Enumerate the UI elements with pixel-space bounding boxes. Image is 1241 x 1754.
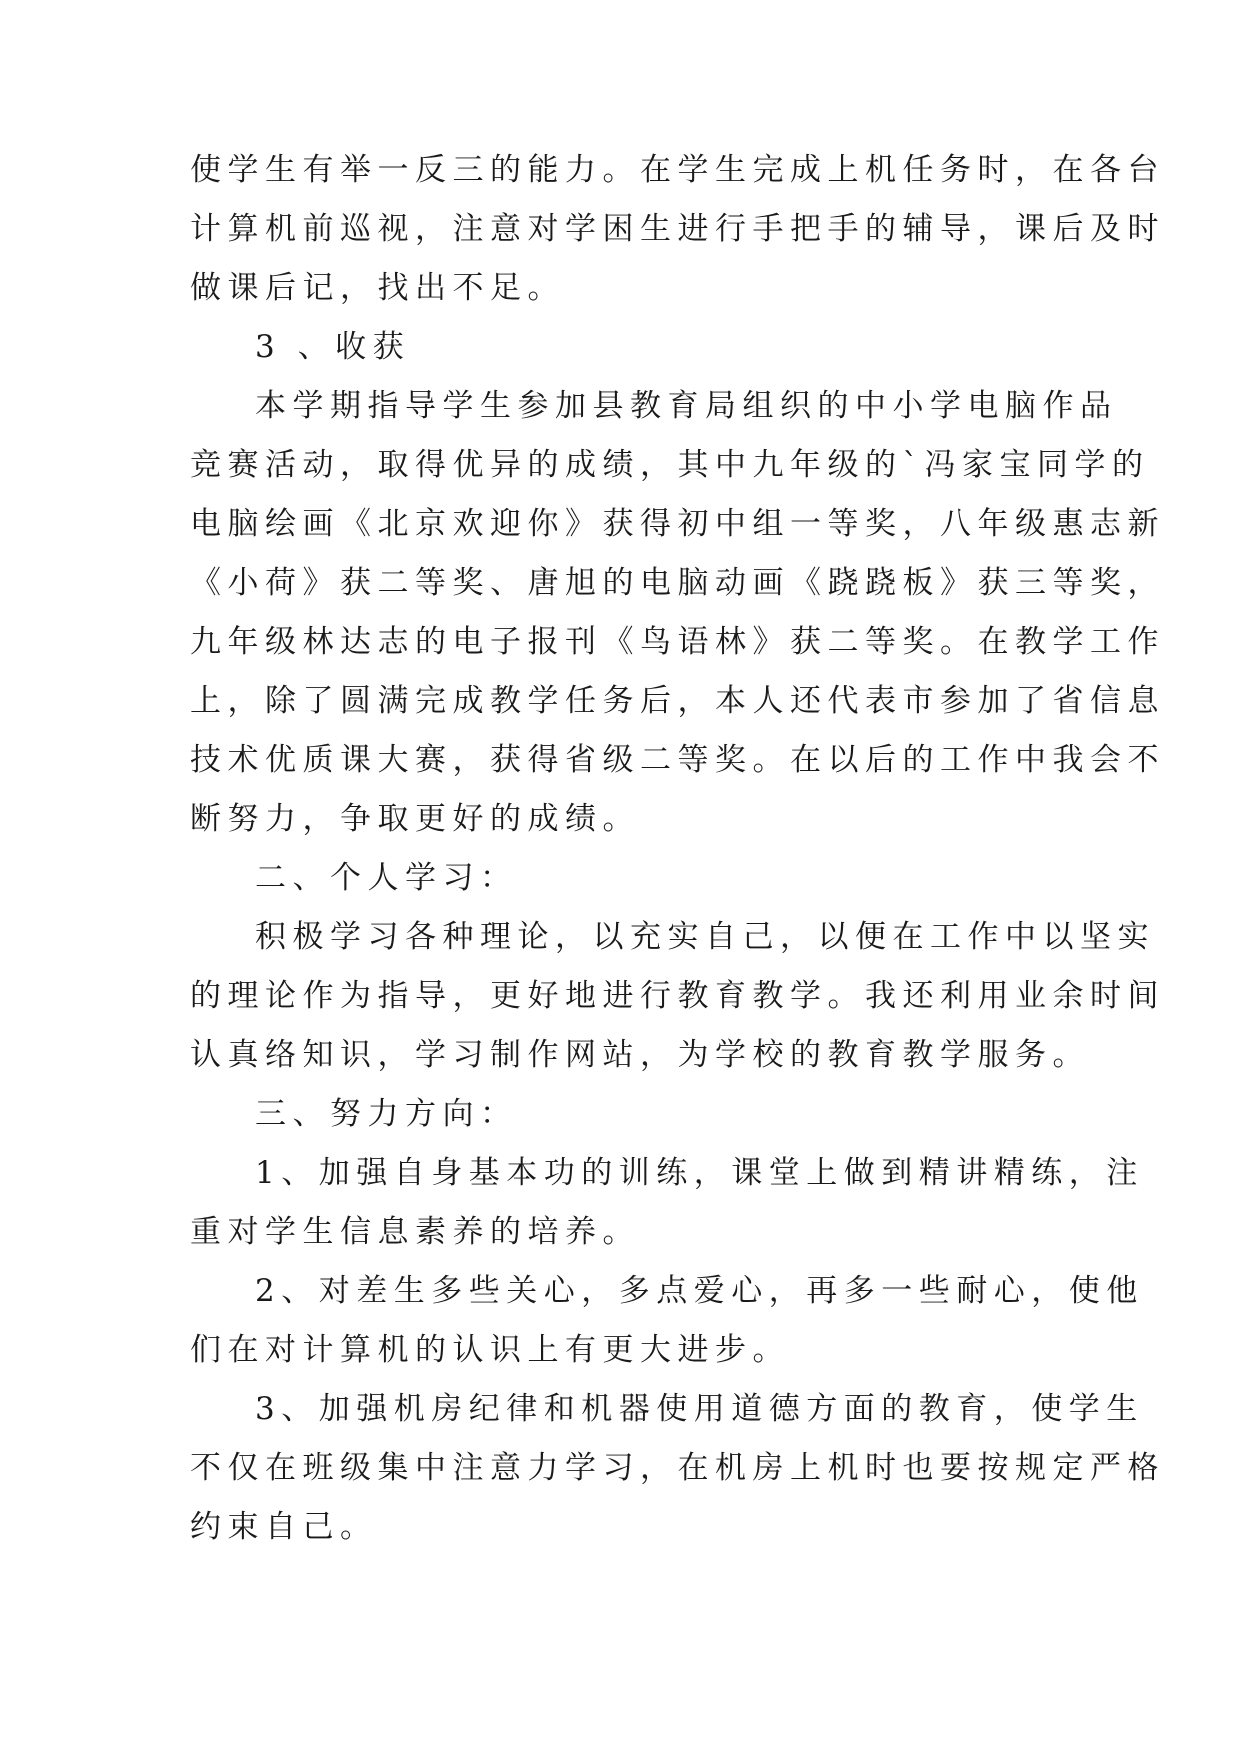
list-item: 1、加强自身基本功的训练，课堂上做到精讲精练，注 bbox=[255, 1155, 1144, 1191]
list-item: 2、对差生多些关心，多点爱心，再多一些耐心，使他 bbox=[255, 1273, 1144, 1309]
text-line: 重对学生信息素养的培养。 bbox=[190, 1214, 640, 1250]
text-line: 约束自己。 bbox=[190, 1509, 378, 1545]
section-heading: 三、努力方向： bbox=[255, 1096, 518, 1132]
text-line: 的理论作为指导，更好地进行教育教学。我还利用业余时间 bbox=[190, 978, 1165, 1014]
text-line: 积极学习各种理论，以充实自己，以便在工作中以坚实 bbox=[255, 919, 1155, 955]
text-line: 认真络知识，学习制作网站，为学校的教育教学服务。 bbox=[190, 1037, 1090, 1073]
text-line: 计算机前巡视，注意对学困生进行手把手的辅导，课后及时 bbox=[190, 211, 1165, 247]
text-line: 做课后记，找出不足。 bbox=[190, 270, 565, 306]
text-line: 九年级林达志的电子报刊《鸟语林》获二等奖。在教学工作 bbox=[190, 624, 1165, 660]
text-line: 本学期指导学生参加县教育局组织的中小学电脑作品 bbox=[255, 388, 1118, 424]
text-line: 们在对计算机的认识上有更大进步。 bbox=[190, 1332, 790, 1368]
section-heading: 3 、收获 bbox=[255, 329, 411, 365]
text-line: 不仅在班级集中注意力学习，在机房上机时也要按规定严格 bbox=[190, 1450, 1165, 1486]
text-line: 使学生有举一反三的能力。在学生完成上机任务时，在各台 bbox=[190, 152, 1165, 188]
text-line: 断努力，争取更好的成绩。 bbox=[190, 801, 640, 837]
text-line: 上，除了圆满完成教学任务后，本人还代表市参加了省信息 bbox=[190, 683, 1165, 719]
list-item: 3、加强机房纪律和机器使用道德方面的教育，使学生 bbox=[255, 1391, 1144, 1427]
text-line: 《小荷》获二等奖、唐旭的电脑动画《跷跷板》获三等奖， bbox=[190, 565, 1165, 601]
text-line: 竞赛活动，取得优异的成绩，其中九年级的`冯家宝同学的 bbox=[190, 447, 1150, 483]
section-heading: 二、个人学习： bbox=[255, 860, 518, 896]
text-line: 技术优质课大赛，获得省级二等奖。在以后的工作中我会不 bbox=[190, 742, 1165, 778]
text-line: 电脑绘画《北京欢迎你》获得初中组一等奖，八年级惠志新 bbox=[190, 506, 1165, 542]
